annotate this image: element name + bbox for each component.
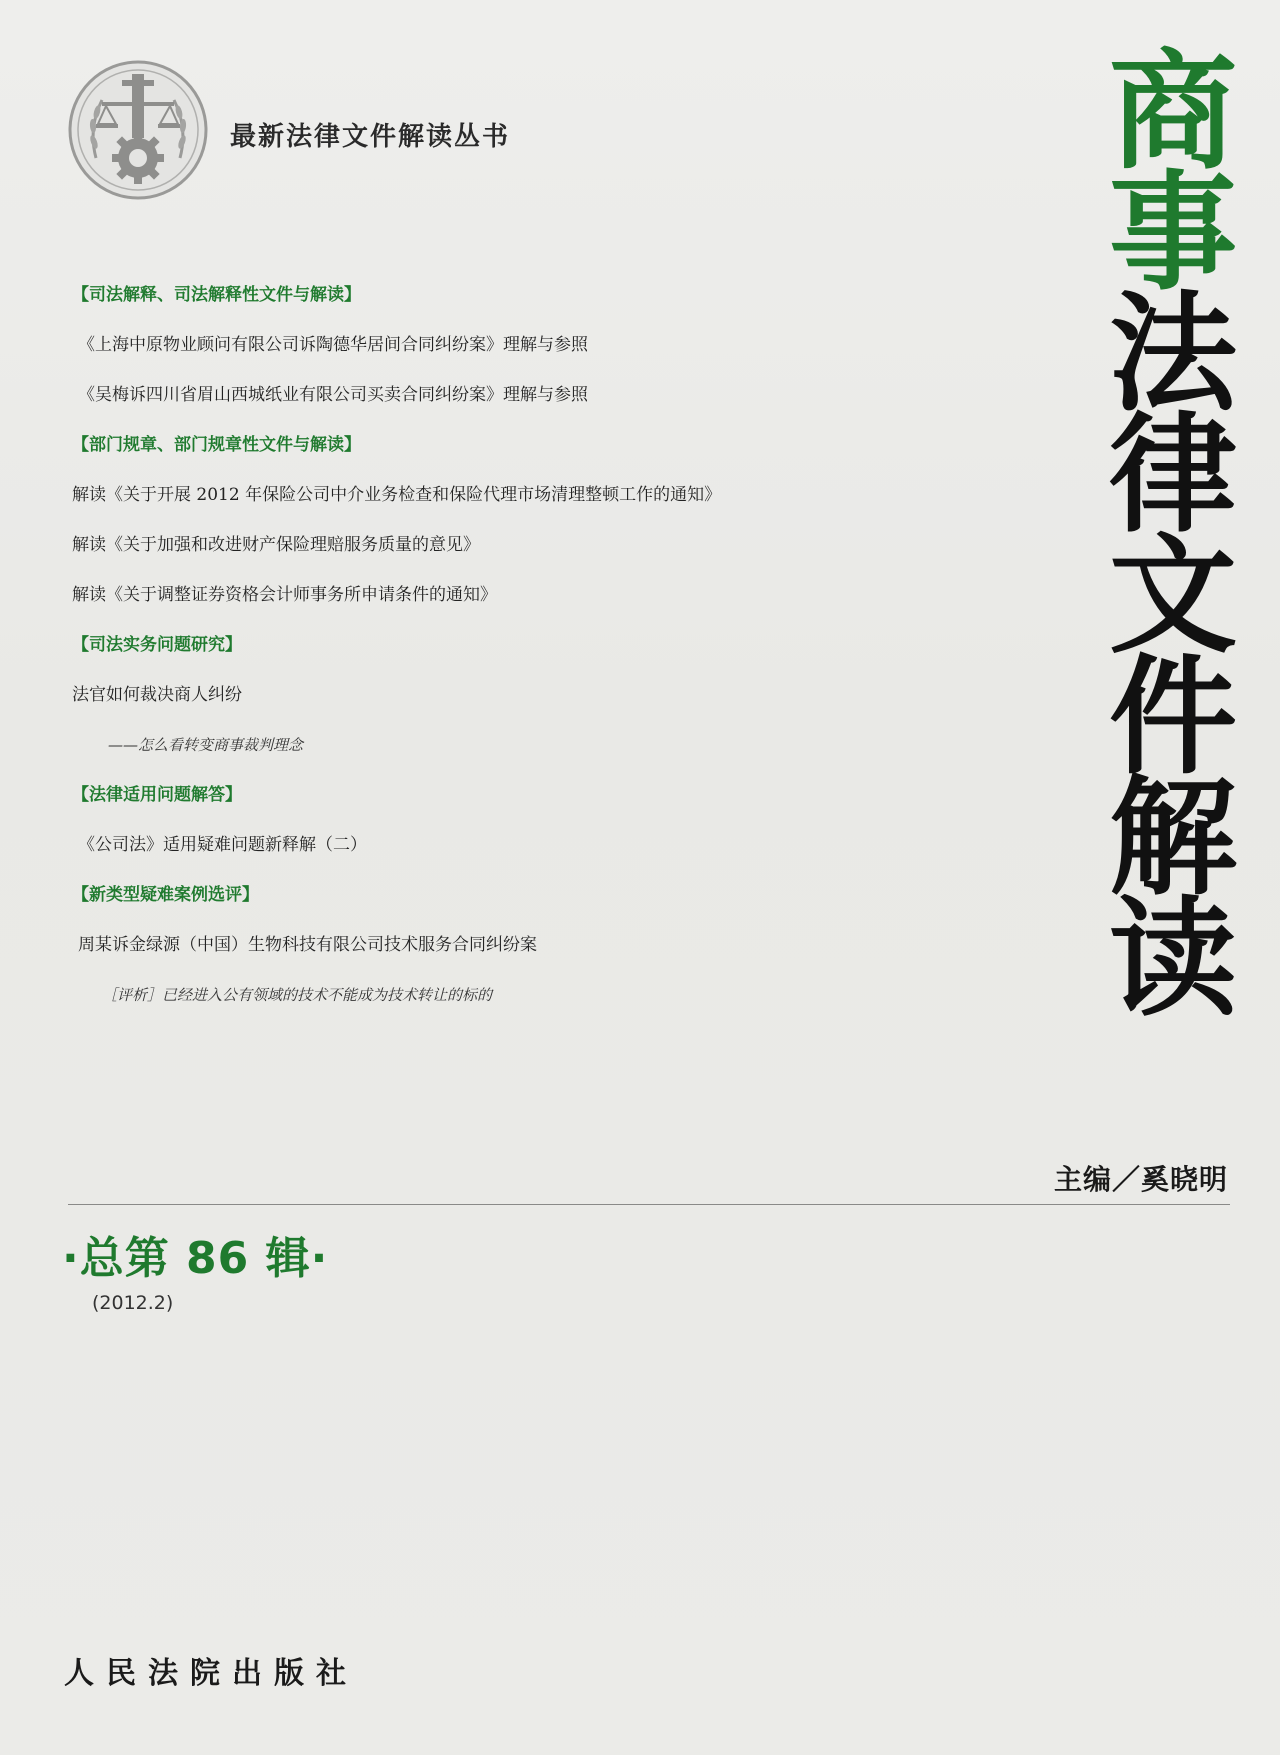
section-heading: 【新类型疑难案例选评】: [72, 885, 259, 905]
title-char: 事: [1108, 159, 1237, 308]
publisher-name: 人民法院出版社: [64, 1656, 358, 1691]
title-char: 法: [1108, 280, 1237, 429]
issue-date: (2012.2): [92, 1292, 174, 1314]
title-char: 商: [1108, 38, 1237, 187]
issue-number: ·总第 86 辑·: [62, 1233, 329, 1284]
section-heading: 【部门规章、部门规章性文件与解读】: [72, 435, 361, 455]
toc-entry-subtitle: ［评析］已经进入公有领域的技术不能成为技术转让的标的: [102, 986, 493, 1004]
editor-credit: 主编／奚晓明: [1053, 1163, 1228, 1196]
toc-entry: 《公司法》适用疑难问题新释解（二）: [78, 835, 367, 855]
section-heading: 【法律适用问题解答】: [72, 785, 242, 805]
book-title: [1098, 38, 1248, 1034]
title-char: 件: [1108, 643, 1237, 792]
court-emblem-icon: [66, 58, 210, 202]
title-char: 读: [1108, 885, 1237, 1034]
toc-entry: 法官如何裁决商人纠纷: [72, 685, 242, 705]
series-title: 最新法律文件解读丛书: [230, 122, 511, 152]
toc-entry: 周某诉金绿源（中国）生物科技有限公司技术服务合同纠纷案: [78, 935, 537, 955]
toc-entry: 解读《关于调整证券资格会计师事务所申请条件的通知》: [72, 585, 497, 605]
title-char: 解: [1108, 764, 1237, 913]
table-of-contents: [72, 270, 832, 1020]
toc-entry: 《上海中原物业顾问有限公司诉陶德华居间合同纠纷案》理解与参照: [78, 335, 588, 355]
toc-entry: 解读《关于加强和改进财产保险理赔服务质量的意见》: [72, 535, 480, 555]
title-char: 文: [1108, 522, 1237, 671]
section-heading: 【司法解释、司法解释性文件与解读】: [72, 285, 361, 305]
toc-entry: 《吴梅诉四川省眉山西城纸业有限公司买卖合同纠纷案》理解与参照: [78, 385, 588, 405]
divider: [68, 1204, 1230, 1205]
title-char: 律: [1108, 401, 1237, 550]
toc-entry-subtitle: ——怎么看转变商事裁判理念: [108, 736, 304, 754]
section-heading: 【司法实务问题研究】: [72, 635, 242, 655]
toc-entry: 解读《关于开展 2012 年保险公司中介业务检查和保险代理市场清理整顿工作的通知》: [72, 485, 722, 505]
